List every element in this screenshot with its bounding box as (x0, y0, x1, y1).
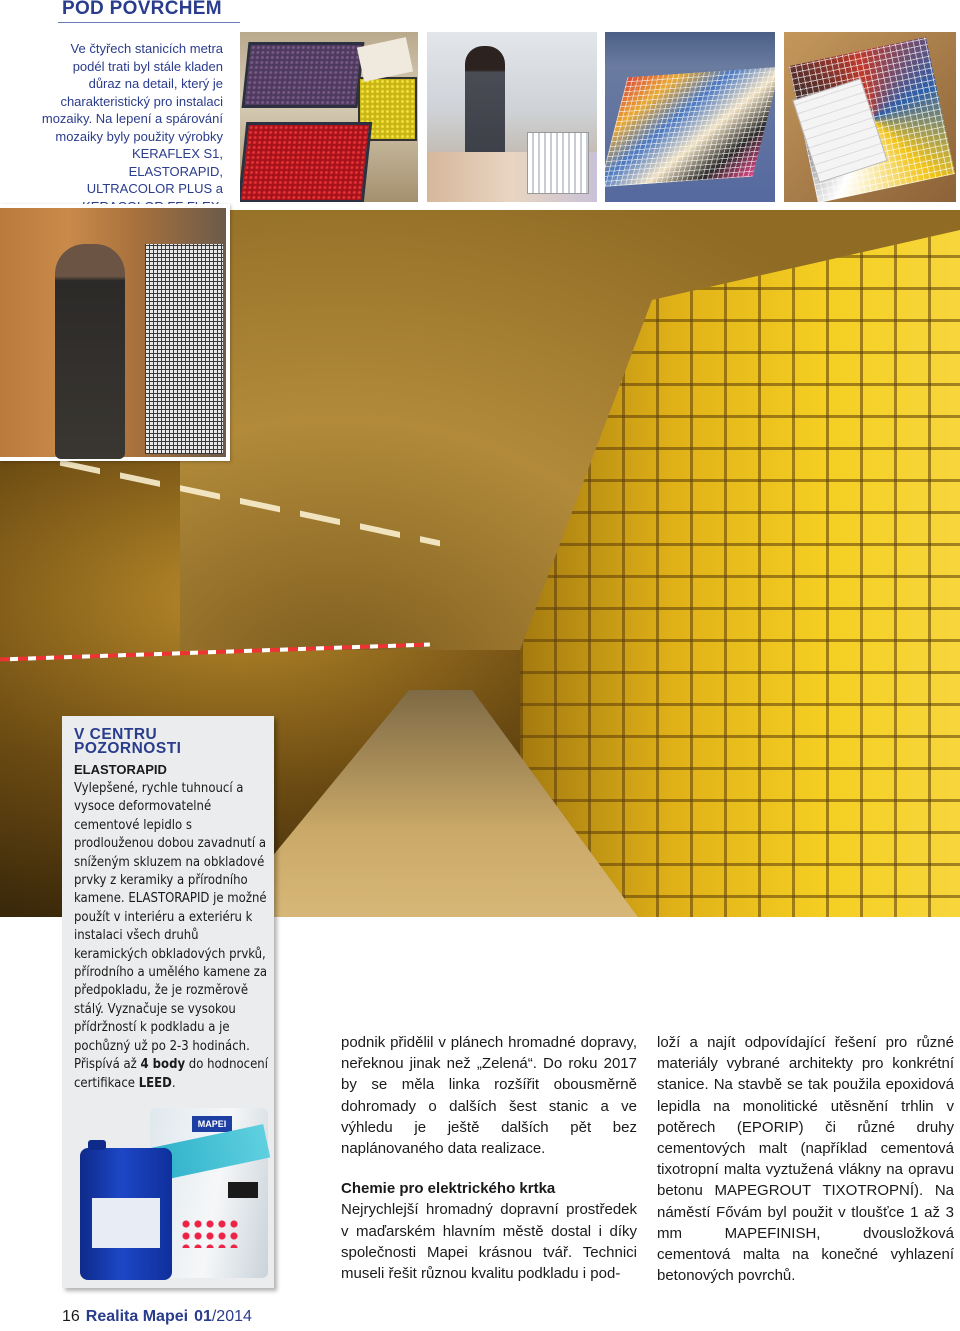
issue-number: 01 (194, 1308, 212, 1325)
magazine-name: Realita Mapei (85, 1308, 189, 1325)
page-footer (62, 1308, 252, 1326)
photo-worker-at-table (427, 32, 597, 202)
body-paragraph-continued: Nejrychlejší hromadný dopravní prostředek v maďarském hlavním městě dostal i díky společnosti Mapei krásnou tvář. Technici museli řešit různou kvalitu podkladu i pod- (341, 1201, 637, 1283)
body-column-1 (341, 1032, 637, 1284)
section-title: POD POVRCHEM (62, 0, 222, 19)
sidebar-focus-box (62, 716, 274, 1288)
photo-tile-trays (240, 32, 418, 202)
mapei-logo: MAPEI (192, 1116, 232, 1132)
photo-mosaic-floor (605, 32, 775, 202)
sidebar-description: Vylepšené, rychle tuhnoucí a vysoce deformovatelné cementové lepidlo s prodlouženou dobou zavadnutí a sníženým skluzem na obkladové prvky z keramiky a přírodního kamene. ELASTORAPID je možné použít v interiéru a exteriéru k instalaci všech druhů keramických obkladových prvků, přírodního a umělého kamene za předpokladu, že je rozměrově stálý. Vyznačuje se vysokou přídržností k podkladu a je pochůzný už po 2-3 hodinách. Přispívá až 4 body do hodnocení certifikace LEED. (74, 781, 268, 1091)
body-paragraph: podnik přidělil v plánech hromadné dopravy, neřeknou jinak než „Zelená“. Do roku 2017 by se měla linka rozšířit obousměrně dohromady o dalších šest stanic a ve výhledu je ještě dalších pět bez naplánovaného data realizace. (341, 1034, 637, 1158)
photo-worker-installing-mosaic (0, 204, 230, 461)
page-number: 16 (62, 1308, 80, 1325)
issue-year: /2014 (211, 1308, 252, 1325)
product-canister (80, 1148, 172, 1280)
photo-mosaic-box (784, 32, 956, 202)
title-divider (58, 22, 240, 23)
body-paragraph-continued: loží a najít odpovídající řešení pro různé materiály vybrané architekty pro konkrétní stanice. Na stavbě se tak použila epoxidová lepidla na monolitické utěsnění trhlin v potěrech (EPORIP) či různé druhy cementových malt (například cementová tixotropní malta vyztužená vlákny na opravu betonu MAPEGROUT TIXOTROPNÍ). Na náměstí Fővám byl použit v tloušťce 1 až 3 mm MAPEFINISH, dvousložková cementová malta na konečné vyhlazení betonových povrchů. (657, 1034, 954, 1285)
sidebar-heading: V CENTRU POZORNOSTI (74, 726, 182, 757)
body-column-2 (657, 1032, 954, 1286)
photo-elastorapid-product (80, 1108, 270, 1284)
sidebar-product-name: ELASTORAPID (74, 762, 167, 777)
body-subheading: Chemie pro elektrického krtka (341, 1180, 556, 1198)
photo-caption: Ve čtyřech stanicích metra podél trati byl stále kladen důraz na detail, který je charakteristický pro instalaci mozaiky. Na lepení a spárování mozaiky byly použity výrobky KERAFLEX S1, ELASTORAPID, ULTRACOLOR PLUS a (41, 41, 223, 196)
